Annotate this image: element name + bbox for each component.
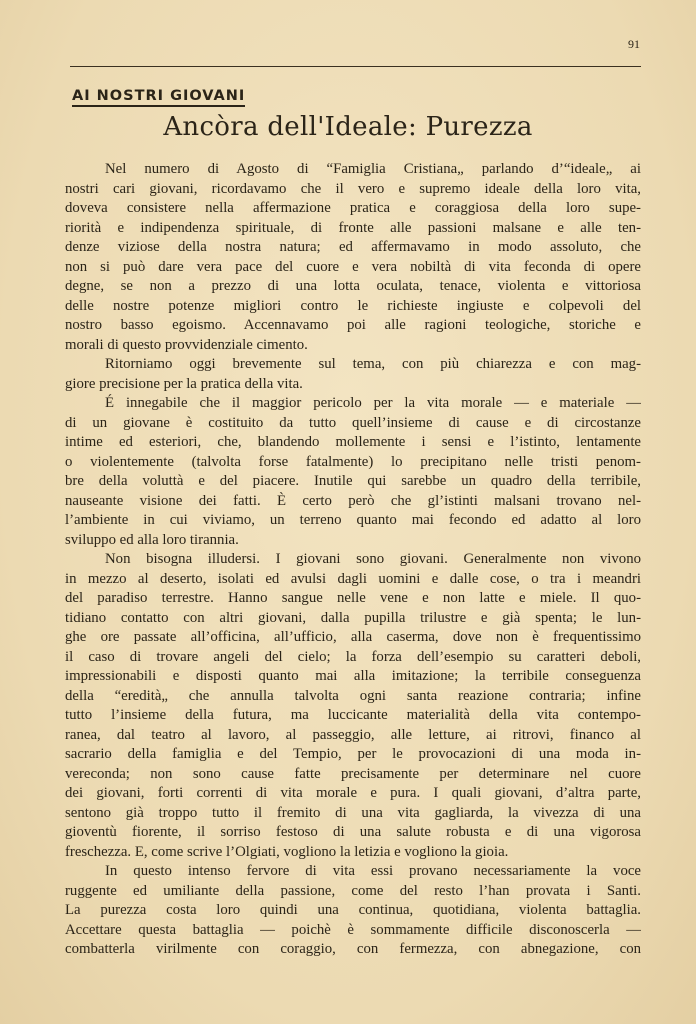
text-line: denze viziose della nostra natura; ed affermavamo in modo assoluto, che: [65, 239, 641, 255]
text-line: o violentemente (talvolta forse fatalmente) lo precipitano nelle tristi penom-: [65, 453, 641, 470]
text-line: freschezza. E, come scrive l’Olgiati, vogliono la letizia e vogliono la gioia.: [65, 843, 509, 860]
text-line: l’ambiente in cui viviamo, un terreno quanto mai fecondo ed adatto al loro: [65, 512, 641, 528]
text-line: dei giovani, forti correnti di vita morale e pura. I quali giovani, d’altra parte,: [65, 785, 641, 801]
text-line: sviluppo ed alla loro tirannia.: [65, 531, 239, 548]
text-line: delle nostre potenze migliori contro le richieste ingiuste e colpevoli del: [65, 297, 641, 314]
article-body: [65, 160, 641, 960]
text-line: in mezzo al deserto, isolati ed avulsi dagli uomini e dalle cose, o tra i meandri: [65, 570, 641, 587]
text-line: tutto l’insieme della futura, ma luccicante materialità della vita contempo-: [65, 707, 641, 723]
text-line: Non bisogna illudersi. I giovani sono giovani. Generalmente non vivono: [105, 551, 641, 567]
text-line: É innegabile che il maggior pericolo per la vita morale — e materiale —: [105, 395, 641, 411]
text-line: riorità e indipendenza spirituale, di fronte alle passioni malsane e alle ten-: [65, 219, 641, 236]
text-line: tidiano contatto con altri giovani, dalla pupilla trilustre e già spenta; le lun-: [65, 609, 641, 626]
text-line: ruggente ed umiliante della passione, come del resto l’han provata i Santi.: [65, 882, 641, 899]
text-line: Ritorniamo oggi brevemente sul tema, con più chiarezza e con mag-: [105, 356, 641, 372]
text-line: sentono già troppo tutto il fremito di una vita gagliarda, la vivezza di una: [65, 804, 641, 821]
text-line: In questo intenso fervore di vita essi provano necessariamente la voce: [105, 863, 641, 879]
text-line: impressionabili e disposti quanto mai alla imitazione; la terribile conseguenza: [65, 668, 641, 684]
text-line: nostro basso egoismo. Accennavamo poi alle ragioni teologiche, storiche e: [65, 317, 641, 333]
text-line: combatterla virilmente con coraggio, con fermezza, con abnegazione, con: [65, 941, 641, 957]
text-line: giore precisione per la pratica della vita.: [65, 375, 303, 392]
text-line: nauseante visione dei fatti. È certo però che gl’istinti malsani trovano nel-: [65, 492, 641, 509]
text-line: Accettare questa battaglia — poichè è sommamente difficile disconoscerla —: [65, 921, 641, 938]
text-line: non si può dare vera pace del cuore e vera nobiltà di vita feconda di opere: [65, 258, 641, 275]
text-line: intime ed esteriori, che, blandendo mollemente i sensi e l’istinto, lentamente: [65, 434, 641, 450]
text-line: ranea, dal teatro al lavoro, al passeggio, alle letture, ai ritrovi, financo al: [65, 726, 641, 743]
text-line: sacrario della famiglia e del Tempio, per le provocazioni di una moda in-: [65, 746, 641, 762]
article-title: Ancòra dell'Ideale: Purezza: [163, 112, 533, 142]
text-line: della “eredità„ che annulla talvolta ogni santa reazione contraria; infine: [65, 687, 641, 704]
text-line: del paradiso terrestre. Hanno sangue nelle vene e non latte e miele. Il quo-: [65, 590, 641, 606]
text-line: il caso di trovare angeli del cielo; la forza dell’esempio su caratteri deboli,: [65, 648, 641, 665]
text-line: ghe ore passate all’officina, all’ufficio, alla caserma, dove non è frequentissimo: [65, 629, 641, 645]
text-line: degne, se non a prezzo di una lotta oculata, tenace, violenta e vittoriosa: [65, 278, 641, 294]
text-line: di un giovane è costituito da tutto quell’insieme di cause e di circostanze: [65, 414, 641, 431]
text-line: nostri cari giovani, ricordavamo che il vero e supremo ideale della loro vita,: [65, 180, 641, 197]
text-line: gioventù fiorente, il sorriso festoso di una salute robusta e di una vigorosa: [65, 824, 641, 840]
section-label: AI NOSTRI GIOVANI: [72, 88, 245, 107]
text-line: vereconda; non sono cause fatte precisamente per determinare nel cuore: [65, 765, 641, 782]
text-line: morali di questo provvidenziale cimento.: [65, 336, 308, 353]
text-line: Nel numero di Agosto di “Famiglia Cristiana„ parlando d’“ideale„ ai: [105, 161, 641, 177]
header-rule: [70, 66, 641, 67]
text-line: bre della voluttà e del piacere. Inutile qui sarebbe un quadro della terribile,: [65, 473, 641, 489]
page-number: 91: [628, 37, 640, 51]
text-line: doveva consistere nella affermazione pratica e coraggiosa della loro supe-: [65, 200, 641, 216]
text-line: La purezza costa loro quindi una continua, quotidiana, violenta battaglia.: [65, 902, 641, 918]
